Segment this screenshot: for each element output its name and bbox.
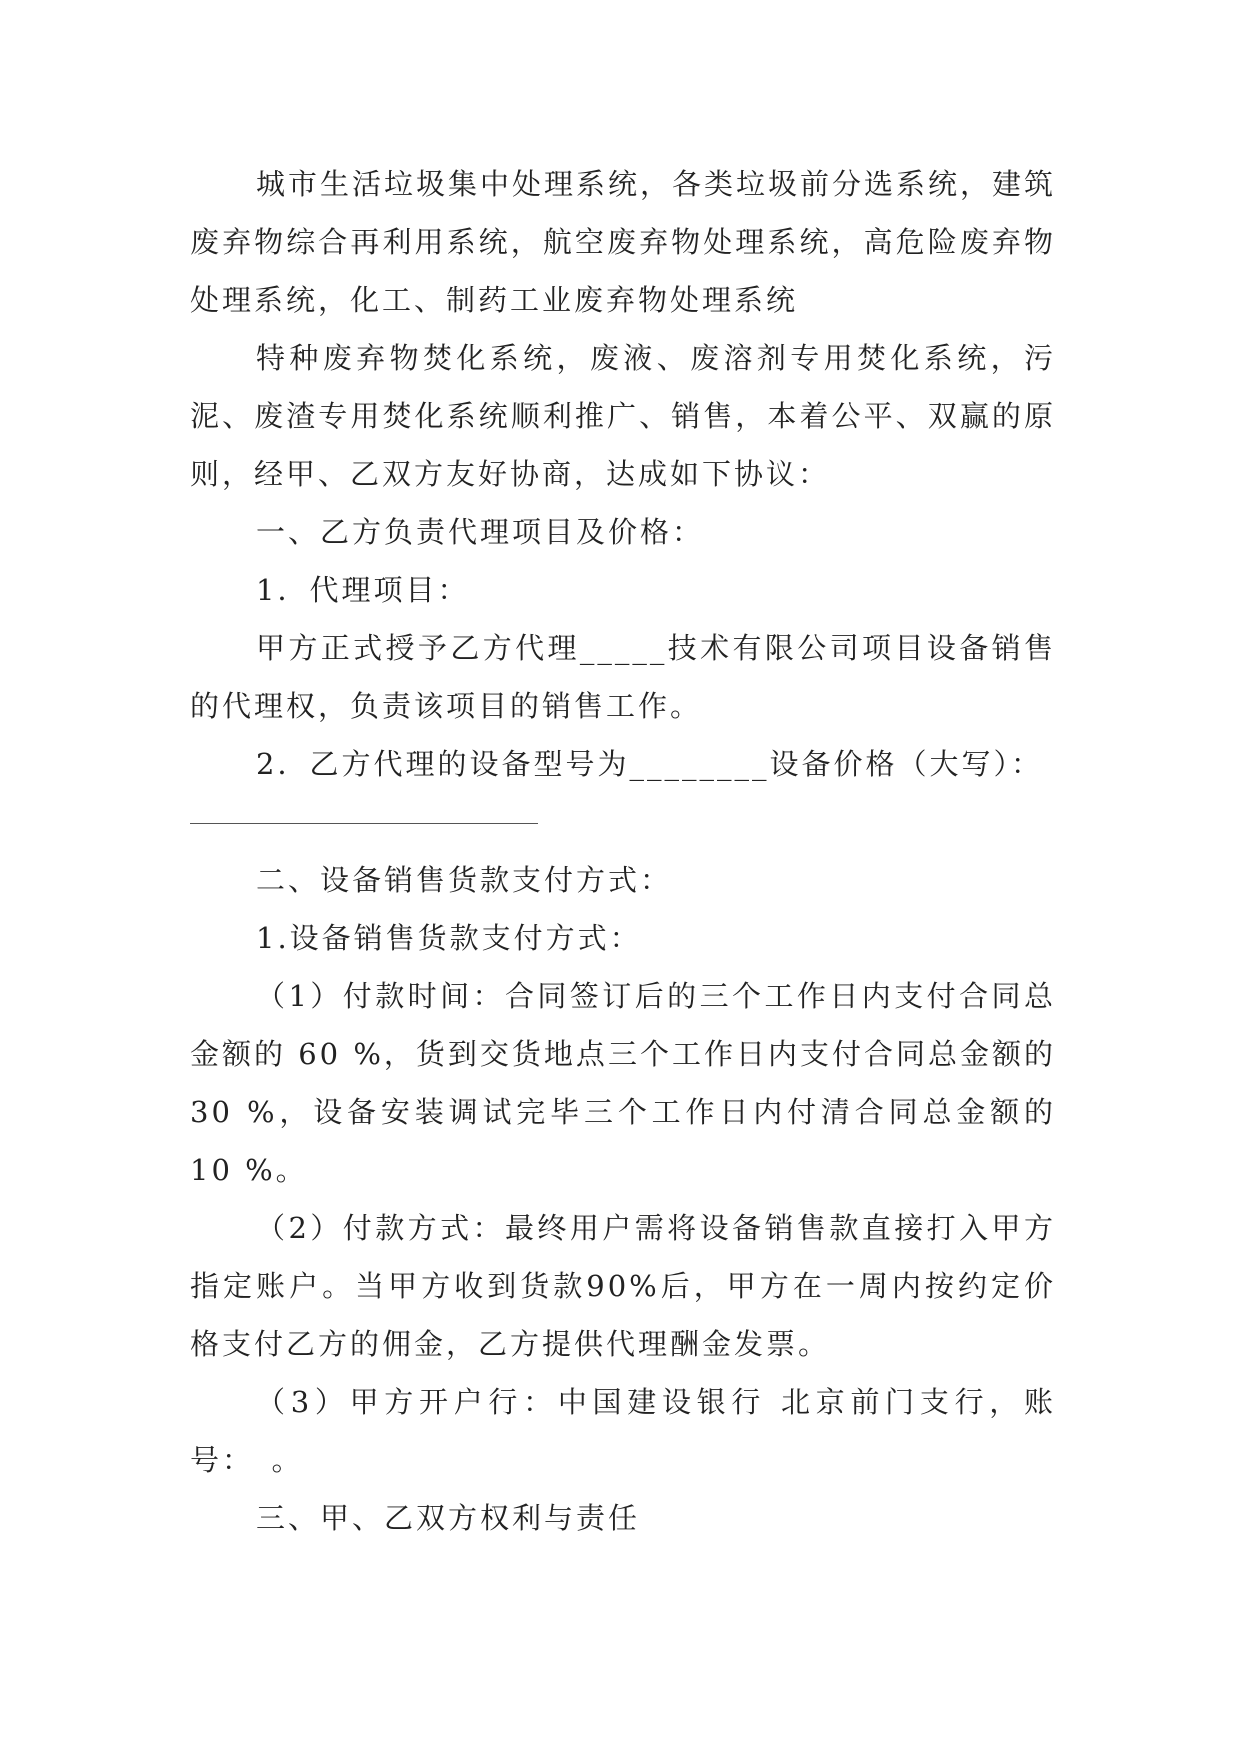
section-heading-2: 二、设备销售货款支付方式：: [256, 863, 673, 897]
paragraph-intro-scope: 城市生活垃圾集中处理系统，各类垃圾前分选系统，建筑废弃物综合再利用系统，航空废弃物处理系统，高危险废弃物处理系统，化工、制药工业废弃物处理系统: [190, 167, 1057, 317]
section-heading-3: 三、甲、乙双方权利与责任: [256, 1501, 641, 1535]
clause-2-text: 2．乙方代理的设备型号为________设备价格（大写）：: [256, 747, 1043, 781]
payment-time-clause: （1）付款时间：合同签订后的三个工作日内支付合同总金额的 60 %，货到交货地点三个工作日内支付合同总金额的 30 %，设备安装调试完毕三个工作日内付清合同总金额的 10 %。: [190, 979, 1056, 1187]
payment-method-clause: （2）付款方式：最终用户需将设备销售款直接打入甲方指定账户。当甲方收到货款90%后，甲方在一周内按约定价格支付乙方的佣金，乙方提供代理酬金发票。: [190, 1211, 1056, 1361]
blank-underline: [190, 823, 538, 824]
price-blank-line: [190, 793, 1056, 851]
document-body: [190, 155, 1056, 1547]
section-heading-1: 一、乙方负责代理项目及价格：: [256, 515, 705, 549]
clause-1-heading: 1．代理项目：: [256, 573, 470, 607]
paragraph-intro-agreement: 特种废弃物焚化系统，废液、废溶剂专用焚化系统，污泥、废渣专用焚化系统顺利推广、销售，本着公平、双赢的原则，经甲、乙双方友好协商，达成如下协议：: [190, 341, 1056, 491]
payment-clause-heading: 1.设备销售货款支付方式：: [256, 921, 642, 955]
clause-1-text: 甲方正式授予乙方代理_____技术有限公司项目设备销售的代理权，负责该项目的销售工作。: [190, 631, 1056, 723]
bank-account-clause: （3）甲方开户行：中国建设银行 北京前门支行，账号： 。: [190, 1385, 1056, 1477]
